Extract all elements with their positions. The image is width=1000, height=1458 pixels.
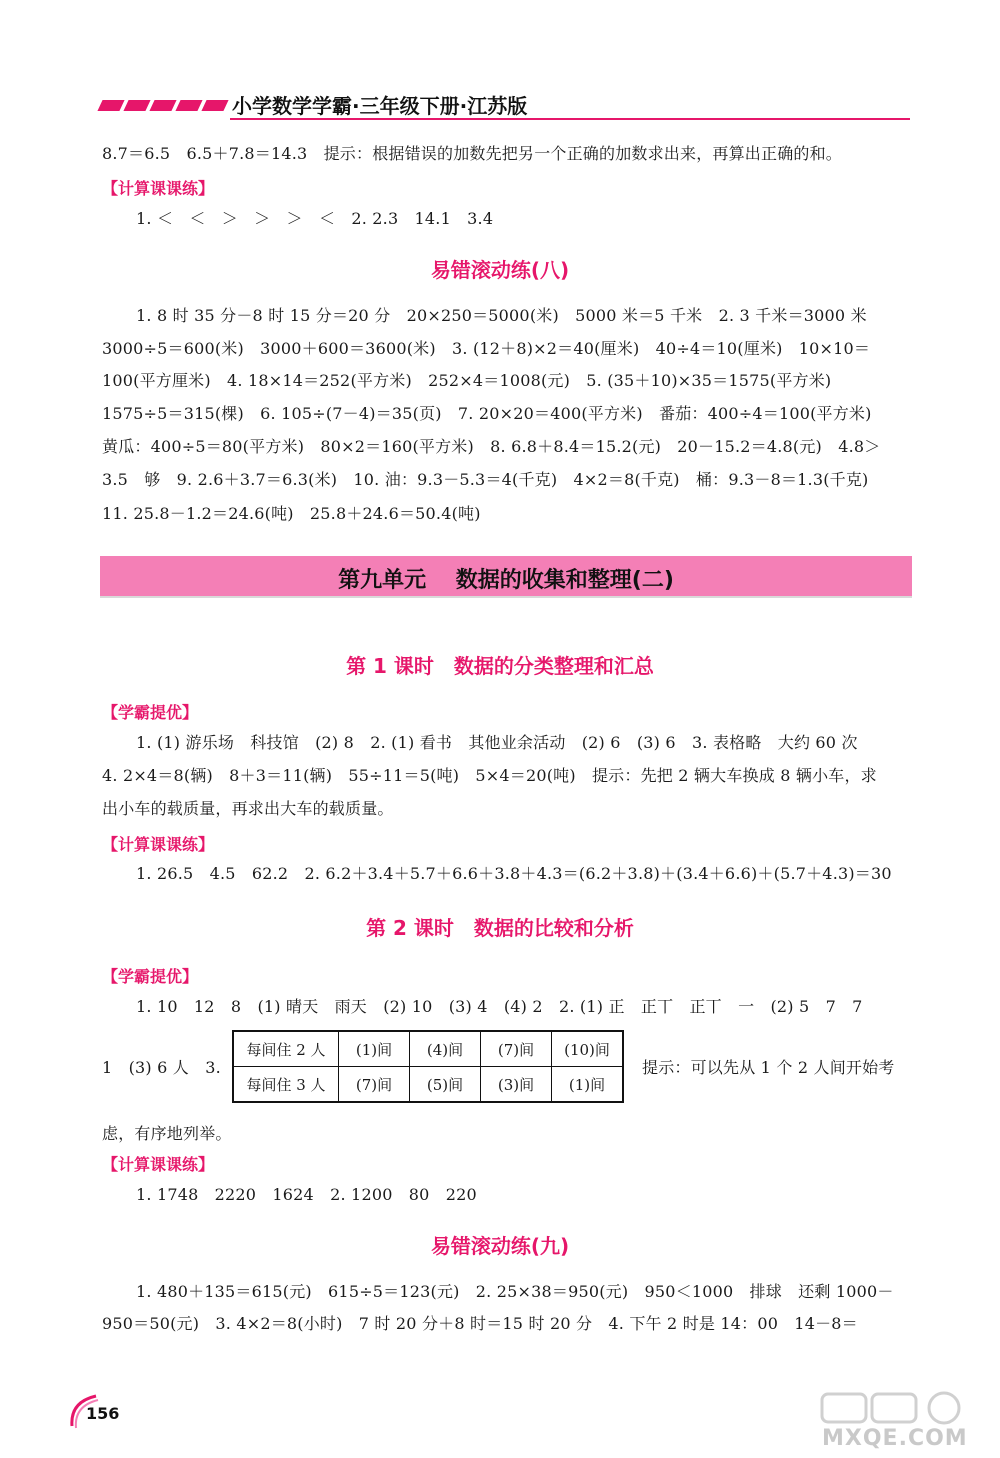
calc-practice-line: 1. ＜ ＜ ＞ ＞ ＞ ＜ 2. 2.3 14.1 3.4 bbox=[136, 209, 494, 228]
watermark-text: MXQE.COM bbox=[822, 1426, 968, 1451]
answer-hint: 提示：可以先从 1 个 2 人间开始考 bbox=[642, 1058, 895, 1077]
answer-line: 黄瓜：400÷5＝80(平方米) 80×2＝160(平方米) 8. 6.8＋8.4＝15.2(元) 20－15.2＝4.8(元) 4.8＞ bbox=[102, 437, 881, 456]
calc-practice-tag: 【计算课课练】 bbox=[102, 1155, 215, 1174]
header-decoration bbox=[100, 96, 230, 112]
header-rule bbox=[230, 118, 910, 120]
calc-practice-line: 1. 26.5 4.5 62.2 2. 6.2＋3.4＋5.7＋6.6＋3.8＋4.3＝(6.2＋3.8)＋(3.4＋6.6)＋(5.7＋4.3)＝30 bbox=[136, 864, 892, 883]
page-header-title: 小学数学学霸·三年级下册·江苏版 bbox=[232, 94, 528, 118]
answer-line: 3.5 够 9. 2.6＋3.7＝6.3(米) 10. 油：9.3－5.3＝4(千克) 4×2＝8(千克) 桶：9.3－8＝1.3(千克) bbox=[102, 470, 869, 489]
answer-line: 出小车的载质量，再求出大车的载质量。 bbox=[102, 799, 394, 818]
table-cell: (10)间 bbox=[552, 1031, 624, 1067]
answer-line: 100(平方厘米) 4. 18×14＝252(平方米) 252×4＝1008(元) 5. (35＋10)×35＝1575(平方米) bbox=[102, 371, 832, 390]
answer-line: 950＝50(元) 3. 4×2＝8(小时) 7 时 20 分＋8 时＝15 时 20 分 4. 下午 2 时是 14：00 14－8＝ bbox=[102, 1314, 858, 1333]
answer-line: 4. 2×4＝8(辆) 8＋3＝11(辆) 55÷11＝5(吨) 5×4＝20(吨) 提示：先把 2 辆大车换成 8 辆小车，求 bbox=[102, 766, 877, 785]
answer-line: 1575÷5＝315(棵) 6. 105÷(7－4)＝35(页) 7. 20×20＝400(平方米) 番茄：400÷4＝100(平方米) bbox=[102, 404, 872, 423]
answer-line: 虑，有序地列举。 bbox=[102, 1124, 232, 1143]
intro-line: 8.7＝6.5 6.5＋7.8＝14.3 提示：根据错误的加数先把另一个正确的加数求出来，再算出正确的和。 bbox=[102, 144, 843, 163]
room-table bbox=[232, 1030, 624, 1103]
unit-title: 第九单元 数据的收集和整理(二) bbox=[338, 568, 674, 593]
answer-line: 1. 8 时 35 分－8 时 15 分＝20 分 20×250＝5000(米) 5000 米＝5 千米 2. 3 千米＝3000 米 bbox=[136, 306, 867, 325]
lesson-2-title: 第 2 课时 数据的比较和分析 bbox=[366, 916, 634, 940]
lesson-1-title: 第 1 课时 数据的分类整理和汇总 bbox=[346, 654, 654, 678]
answer-line: 1. (1) 游乐场 科技馆 (2) 8 2. (1) 看书 其他业余活动 (2) 6 (3) 6 3. 表格略 大约 60 次 bbox=[136, 733, 858, 752]
table-cell: (5)间 bbox=[410, 1067, 481, 1103]
table-cell: (3)间 bbox=[481, 1067, 552, 1103]
unit-banner bbox=[100, 556, 912, 598]
answer-line: 3000÷5＝600(米) 3000＋600＝3600(米) 3. (12＋8)×2＝40(厘米) 40÷4＝10(厘米) 10×10＝ bbox=[102, 339, 871, 358]
table-row bbox=[233, 1031, 623, 1067]
answer-line: 11. 25.8－1.2＝24.6(吨) 25.8＋24.6＝50.4(吨) bbox=[102, 504, 481, 523]
section-title-8: 易错滚动练(八) bbox=[430, 258, 570, 282]
answer-line-prefix: 1 (3) 6 人 3. bbox=[102, 1058, 221, 1077]
calc-practice-tag: 【计算课课练】 bbox=[102, 179, 215, 198]
excellence-tag: 【学霸提优】 bbox=[102, 967, 199, 986]
table-cell: (4)间 bbox=[410, 1031, 481, 1067]
table-cell: (7)间 bbox=[339, 1067, 410, 1103]
excellence-tag: 【学霸提优】 bbox=[102, 703, 199, 722]
table-header-cell: 每间住 2 人 bbox=[233, 1031, 339, 1067]
calc-practice-line: 1. 1748 2220 1624 2. 1200 80 220 bbox=[136, 1185, 477, 1204]
table-cell: (7)间 bbox=[481, 1031, 552, 1067]
answer-line: 1. 480＋135＝615(元) 615÷5＝123(元) 2. 25×38＝950(元) 950＜1000 排球 还剩 1000－ bbox=[136, 1282, 894, 1301]
table-cell: (1)间 bbox=[552, 1067, 624, 1103]
answer-line: 1. 10 12 8 (1) 晴天 雨天 (2) 10 (3) 4 (4) 2 2. (1) 正 正丅 正丅 一 (2) 5 7 7 bbox=[136, 997, 863, 1016]
table-row bbox=[233, 1067, 623, 1103]
page-number: 156 bbox=[86, 1404, 120, 1423]
calc-practice-tag: 【计算课课练】 bbox=[102, 835, 215, 854]
section-title-9: 易错滚动练(九) bbox=[430, 1234, 570, 1258]
table-header-cell: 每间住 3 人 bbox=[233, 1067, 339, 1103]
table-cell: (1)间 bbox=[339, 1031, 410, 1067]
